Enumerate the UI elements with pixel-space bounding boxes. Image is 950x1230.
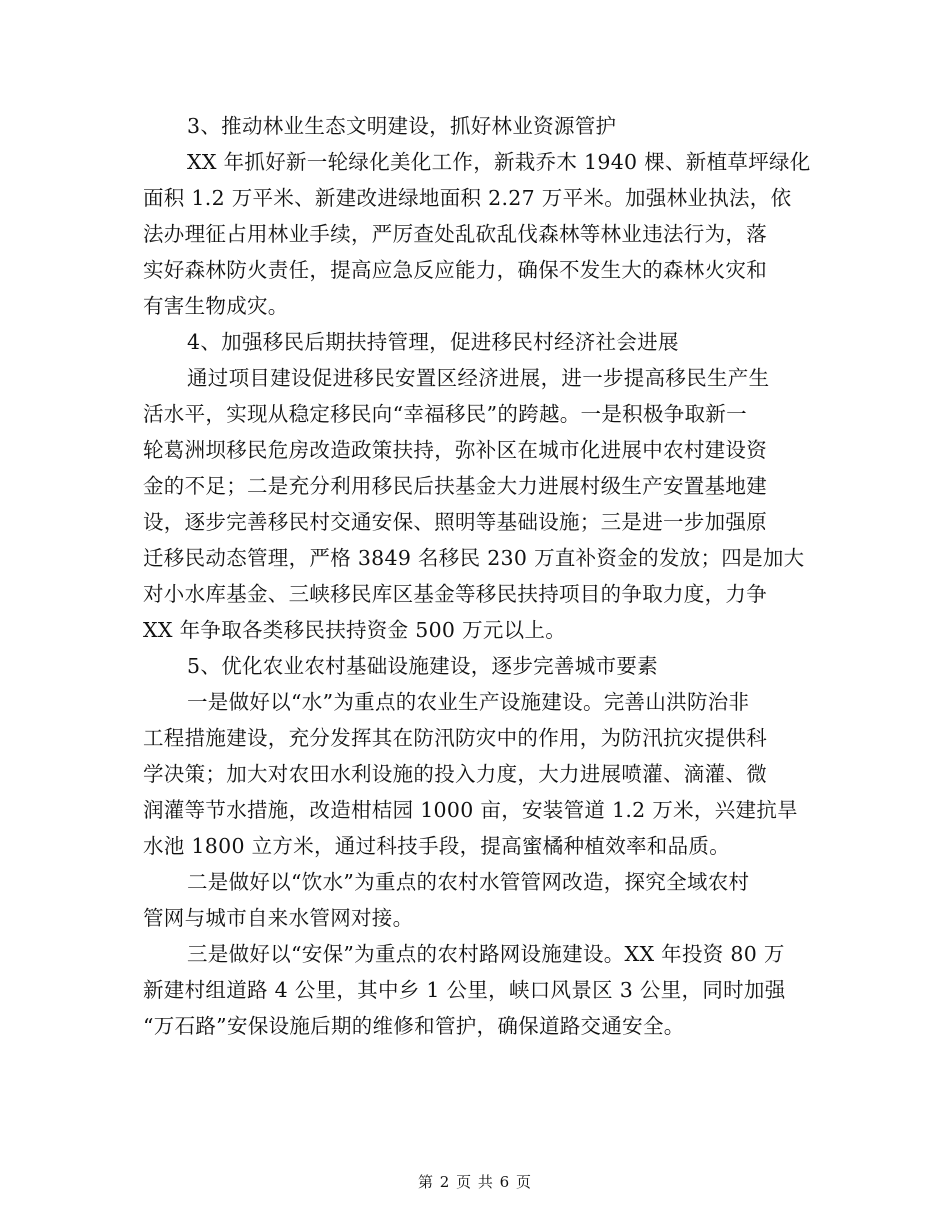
paragraph-line: 水池 1800 立方米，通过科技手段，提高蜜橘种植效率和品质。 [143, 834, 731, 858]
paragraph-line: 轮葛洲坝移民危房改造政策扶持，弥补区在城市化进展中农村建设资 [143, 438, 767, 462]
paragraph-line: 新建村组道路 4 公里，其中乡 1 公里，峡口风景区 3 公里，同时加强 [143, 978, 786, 1002]
paragraph-line: 管网与城市自来水管网对接。 [143, 906, 414, 930]
document-body [143, 108, 811, 1044]
paragraph-line: 有害生物成灾。 [143, 294, 289, 318]
page-number-footer: 第 2 页 共 6 页 [418, 1173, 532, 1191]
section-heading: 5、优化农业农村基础设施建设，逐步完善城市要素 [187, 654, 658, 678]
paragraph-line: 法办理征占用林业手续，严厉查处乱砍乱伐森林等林业违法行为，落 [143, 222, 767, 246]
section-heading: 3、推动林业生态文明建设，抓好林业资源管护 [187, 114, 617, 138]
paragraph-line: 通过项目建设促进移民安置区经济进展，进一步提高移民生产生 [187, 366, 770, 390]
paragraph-line: 二是做好以“饮水”为重点的农村水管管网改造，探究全域农村 [187, 870, 750, 894]
paragraph-line: XX 年抓好新一轮绿化美化工作，新栽乔木 1940 棵、新植草坪绿化 [187, 150, 811, 174]
paragraph-line: 学决策；加大对农田水利设施的投入力度，大力进展喷灌、滴灌、微 [143, 762, 767, 786]
paragraph-line: “万石路”安保设施后期的维修和管护，确保道路交通安全。 [143, 1014, 685, 1038]
paragraph-line: 设，逐步完善移民村交通安保、照明等基础设施；三是进一步加强原 [143, 510, 767, 534]
paragraph-line: 对小水库基金、三峡移民库区基金等移民扶持项目的争取力度，力争 [143, 582, 767, 606]
paragraph-line: 工程措施建设，充分发挥其在防汛防灾中的作用，为防汛抗灾提供科 [143, 726, 767, 750]
paragraph-line: 金的不足；二是充分利用移民后扶基金大力进展村级生产安置基地建 [143, 474, 767, 498]
paragraph-line: 一是做好以“水”为重点的农业生产设施建设。完善山洪防治非 [187, 690, 750, 714]
paragraph-line: 润灌等节水措施，改造柑桔园 1000 亩，安装管道 1.2 万米，兴建抗旱 [143, 798, 798, 822]
section-heading: 4、加强移民后期扶持管理，促进移民村经济社会进展 [187, 330, 679, 354]
paragraph-line: 活水平，实现从稳定移民向“幸福移民”的跨越。一是积极争取新一 [143, 402, 747, 426]
paragraph-line: XX 年争取各类移民扶持资金 500 万元以上。 [143, 618, 567, 642]
paragraph-line: 三是做好以“安保”为重点的农村路网设施建设。XX 年投资 80 万 [187, 942, 785, 966]
paragraph-line: 实好森林防火责任，提高应急反应能力，确保不发生大的森林火灾和 [143, 258, 767, 282]
paragraph-line: 迁移民动态管理，严格 3849 名移民 230 万直补资金的发放；四是加大 [143, 546, 805, 570]
paragraph-line: 面积 1.2 万平米、新建改进绿地面积 2.27 万平米。加强林业执法，依 [143, 186, 792, 210]
